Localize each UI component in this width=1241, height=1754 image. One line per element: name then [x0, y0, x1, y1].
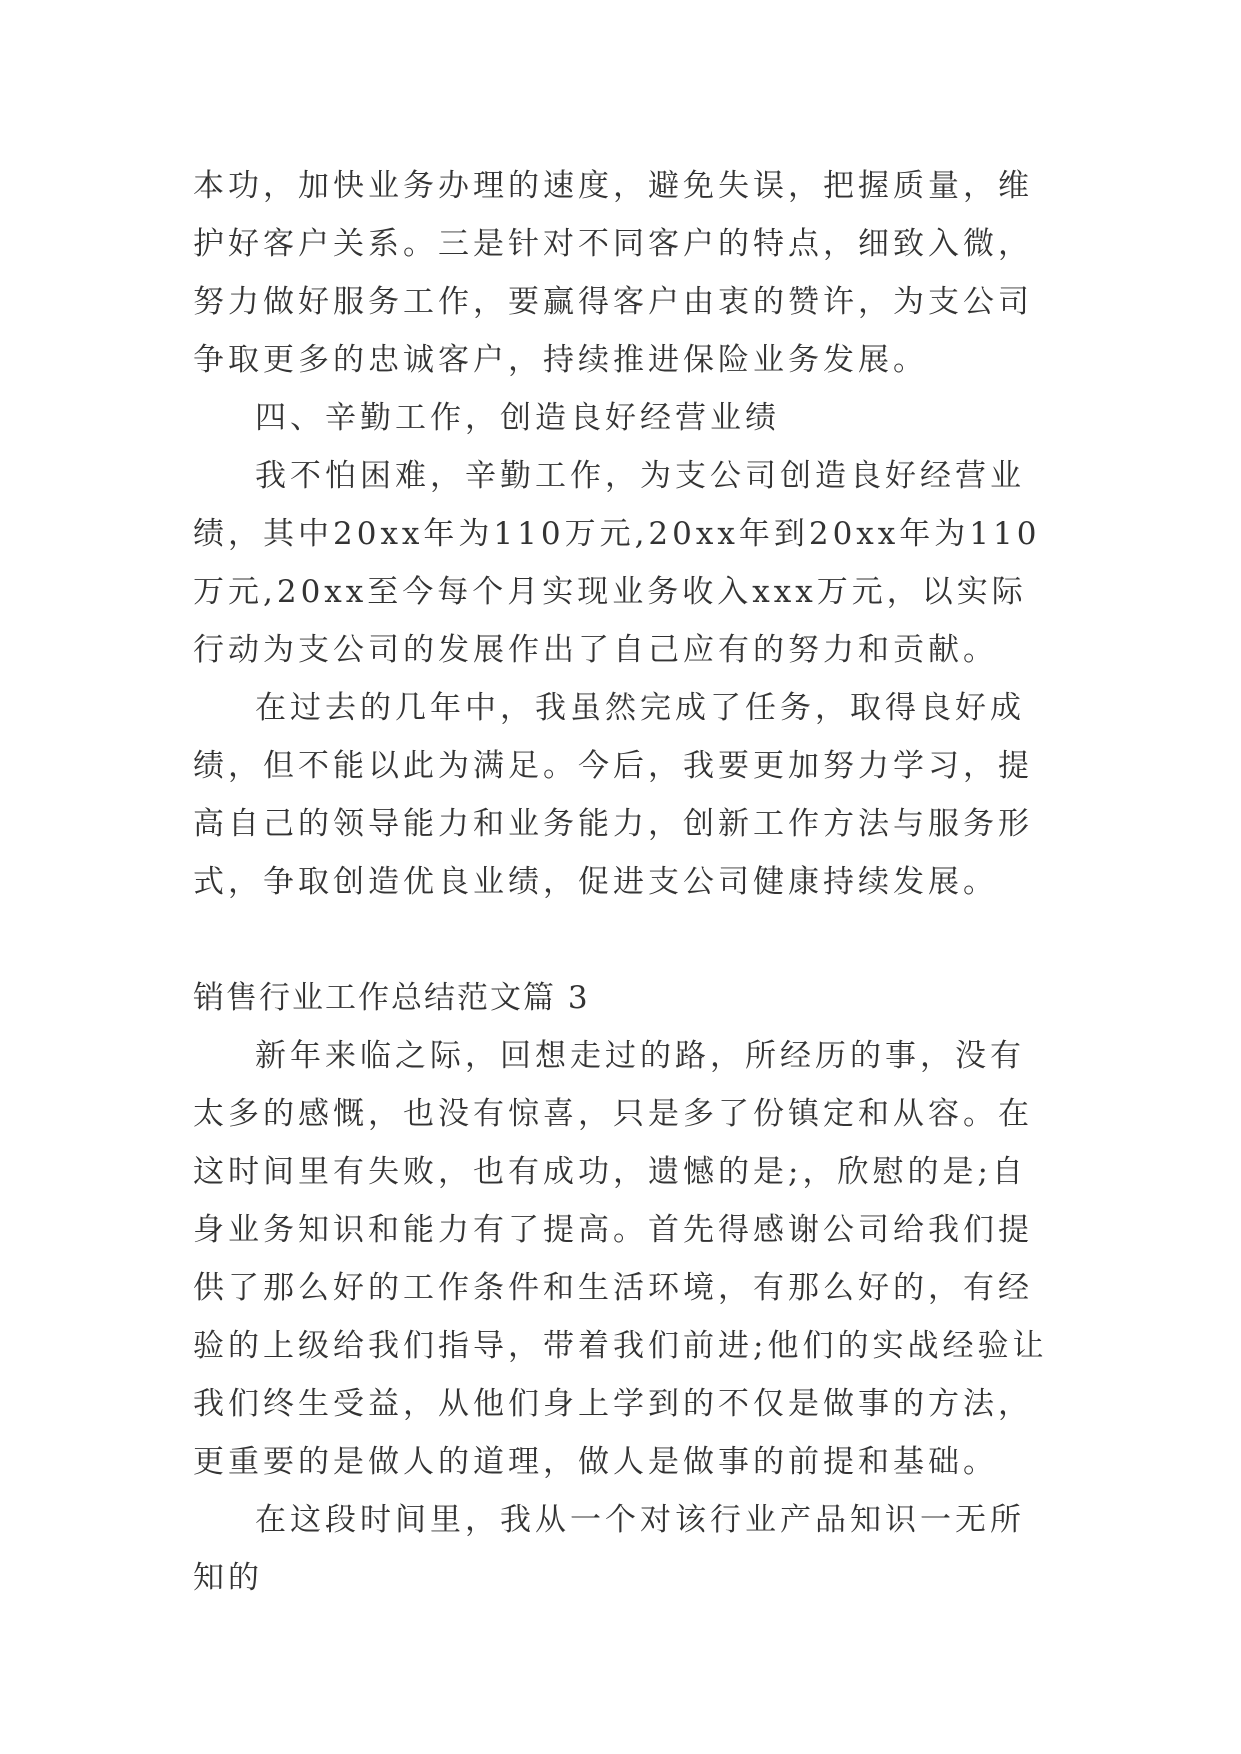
paragraph-continuation: 本功，加快业务办理的速度，避免失误，把握质量，维护好客户关系。三是针对不同客户的特点，细致入微，努力做好服务工作，要赢得客户由衷的赞许，为支公司争取更多的忠诚客户，持续推进保险业务发展。	[193, 168, 1033, 378]
document-body	[193, 157, 1057, 1607]
section-heading: 销售行业工作总结范文篇 3	[193, 980, 590, 1016]
paragraph-outlook: 在过去的几年中，我虽然完成了任务，取得良好成绩，但不能以此为满足。今后，我要更加努力学习，提高自己的领导能力和业务能力，创新工作方法与服务形式，争取创造优良业绩，促进支公司健康持续发展。	[193, 690, 1033, 900]
paragraph-performance: 我不怕困难，辛勤工作，为支公司创造良好经营业绩，其中20xx年为110万元,20xx年到20xx年为110万元,20xx至今每个月实现业务收入xxx万元，以实际行动为支公司的发展作出了自己应有的努力和贡献。	[193, 458, 1041, 668]
paragraph-new-year: 新年来临之际，回想走过的路，所经历的事，没有太多的感慨，也没有惊喜，只是多了份镇定和从容。在这时间里有失败，也有成功，遗憾的是;，欣慰的是;自身业务知识和能力有了提高。首先得感谢公司给我们提供了那么好的工作条件和生活环境，有那么好的，有经验的上级给我们指导，带着我们前进;他们的实战经验让我们终生受益，从他们身上学到的不仅是做事的方法，更重要的是做人的道理，做人是做事的前提和基础。	[193, 1038, 1048, 1480]
paragraph-learning: 在这段时间里，我从一个对该行业产品知识一无所知的	[193, 1502, 1025, 1596]
subheading-hard-work: 四、辛勤工作，创造良好经营业绩	[255, 400, 780, 436]
